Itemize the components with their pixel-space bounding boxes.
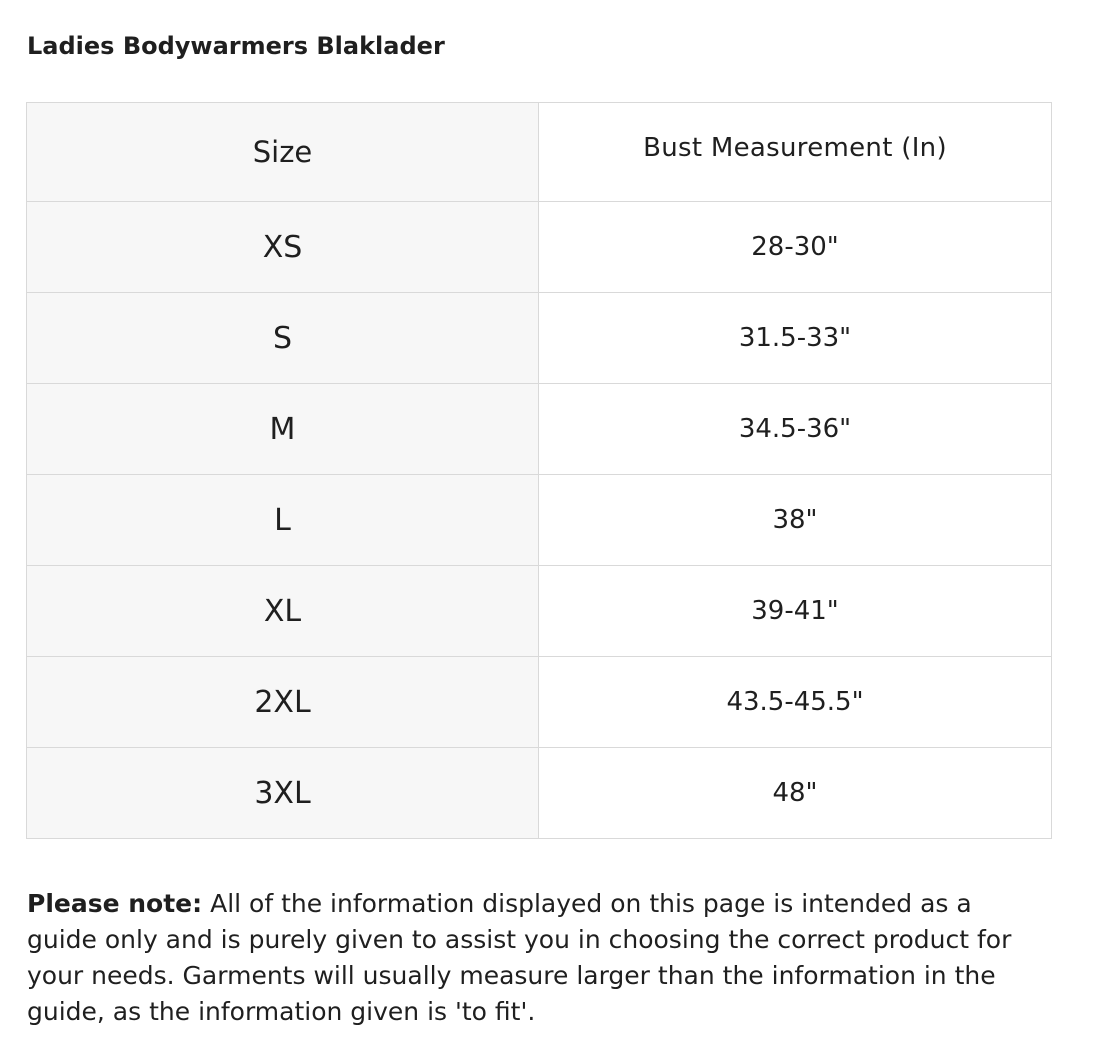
table-header-row <box>27 103 1052 202</box>
table-row <box>27 566 1052 657</box>
disclaimer-note <box>27 886 1047 1030</box>
bust-cell: 39-41" <box>539 566 1052 657</box>
bust-cell: 28-30" <box>539 202 1052 293</box>
size-column-header: Size <box>27 103 539 202</box>
size-table <box>26 102 1052 839</box>
page-title: Ladies Bodywarmers Blaklader <box>27 32 445 60</box>
size-cell: 2XL <box>27 657 539 748</box>
table-row <box>27 293 1052 384</box>
table-row <box>27 657 1052 748</box>
bust-cell: 38" <box>539 475 1052 566</box>
note-label: Please note: <box>27 889 203 918</box>
bust-cell: 31.5-33" <box>539 293 1052 384</box>
size-cell: M <box>27 384 539 475</box>
size-cell: 3XL <box>27 748 539 839</box>
table-row <box>27 384 1052 475</box>
size-cell: XL <box>27 566 539 657</box>
bust-cell: 48" <box>539 748 1052 839</box>
note-text: All of the information displayed on this page is intended as a guide only and is purely given to assist you in choosing the correct product for your needs. Garments will usually measure larger than the information in the guide, as the information given is 'to fit'. <box>27 889 1012 1026</box>
size-cell: XS <box>27 202 539 293</box>
table-row <box>27 475 1052 566</box>
size-cell: L <box>27 475 539 566</box>
bust-column-header: Bust Measurement (In) <box>539 103 1052 202</box>
bust-cell: 43.5-45.5" <box>539 657 1052 748</box>
bust-cell: 34.5-36" <box>539 384 1052 475</box>
size-chart <box>26 102 1052 824</box>
table-row <box>27 748 1052 839</box>
size-cell: S <box>27 293 539 384</box>
table-row <box>27 202 1052 293</box>
